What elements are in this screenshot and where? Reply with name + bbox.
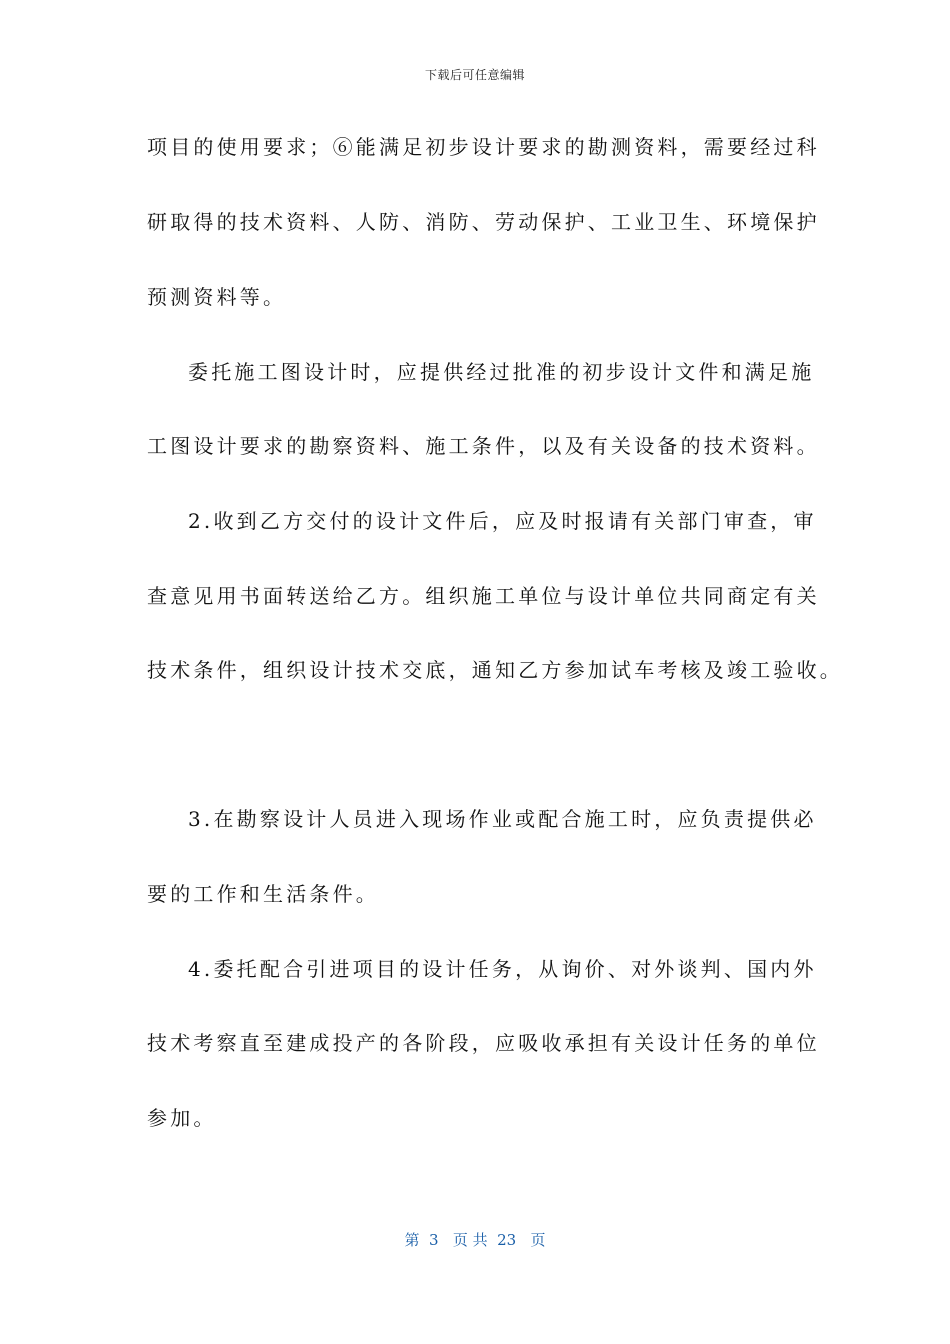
body-line: 参加。 bbox=[147, 1106, 217, 1130]
body-line: 工图设计要求的勘察资料、施工条件，以及有关设备的技术资料。 bbox=[147, 434, 820, 458]
body-line: 研取得的技术资料、人防、消防、劳动保护、工业卫生、环境保护 bbox=[147, 210, 820, 234]
paragraph-start-line: 3.在勘察设计人员进入现场作业或配合施工时，应负责提供必 bbox=[188, 807, 817, 831]
body-line: 查意见用书面转送给乙方。组织施工单位与设计单位共同商定有关 bbox=[147, 584, 820, 608]
paragraph-start-line: 4.委托配合引进项目的设计任务，从询价、对外谈判、国内外 bbox=[188, 957, 817, 981]
body-line: 预测资料等。 bbox=[147, 285, 287, 309]
paragraph-start-line: 2.收到乙方交付的设计文件后，应及时报请有关部门审查，审 bbox=[188, 509, 817, 533]
page-number-footer: 第 3 页 共 23 页 bbox=[404, 1231, 546, 1249]
body-line: 技术考察直至建成投产的各阶段，应吸收承担有关设计任务的单位 bbox=[147, 1031, 820, 1055]
page-header: 下载后可任意编辑 bbox=[424, 68, 525, 82]
body-line: 项目的使用要求；⑥能满足初步设计要求的勘测资料，需要经过科 bbox=[147, 135, 820, 159]
paragraph-start-line: 委托施工图设计时，应提供经过批准的初步设计文件和满足施 bbox=[188, 360, 815, 384]
body-line: 技术条件，组织设计技术交底，通知乙方参加试车考核及竣工验收。 bbox=[147, 658, 843, 682]
body-line: 要的工作和生活条件。 bbox=[147, 882, 379, 906]
